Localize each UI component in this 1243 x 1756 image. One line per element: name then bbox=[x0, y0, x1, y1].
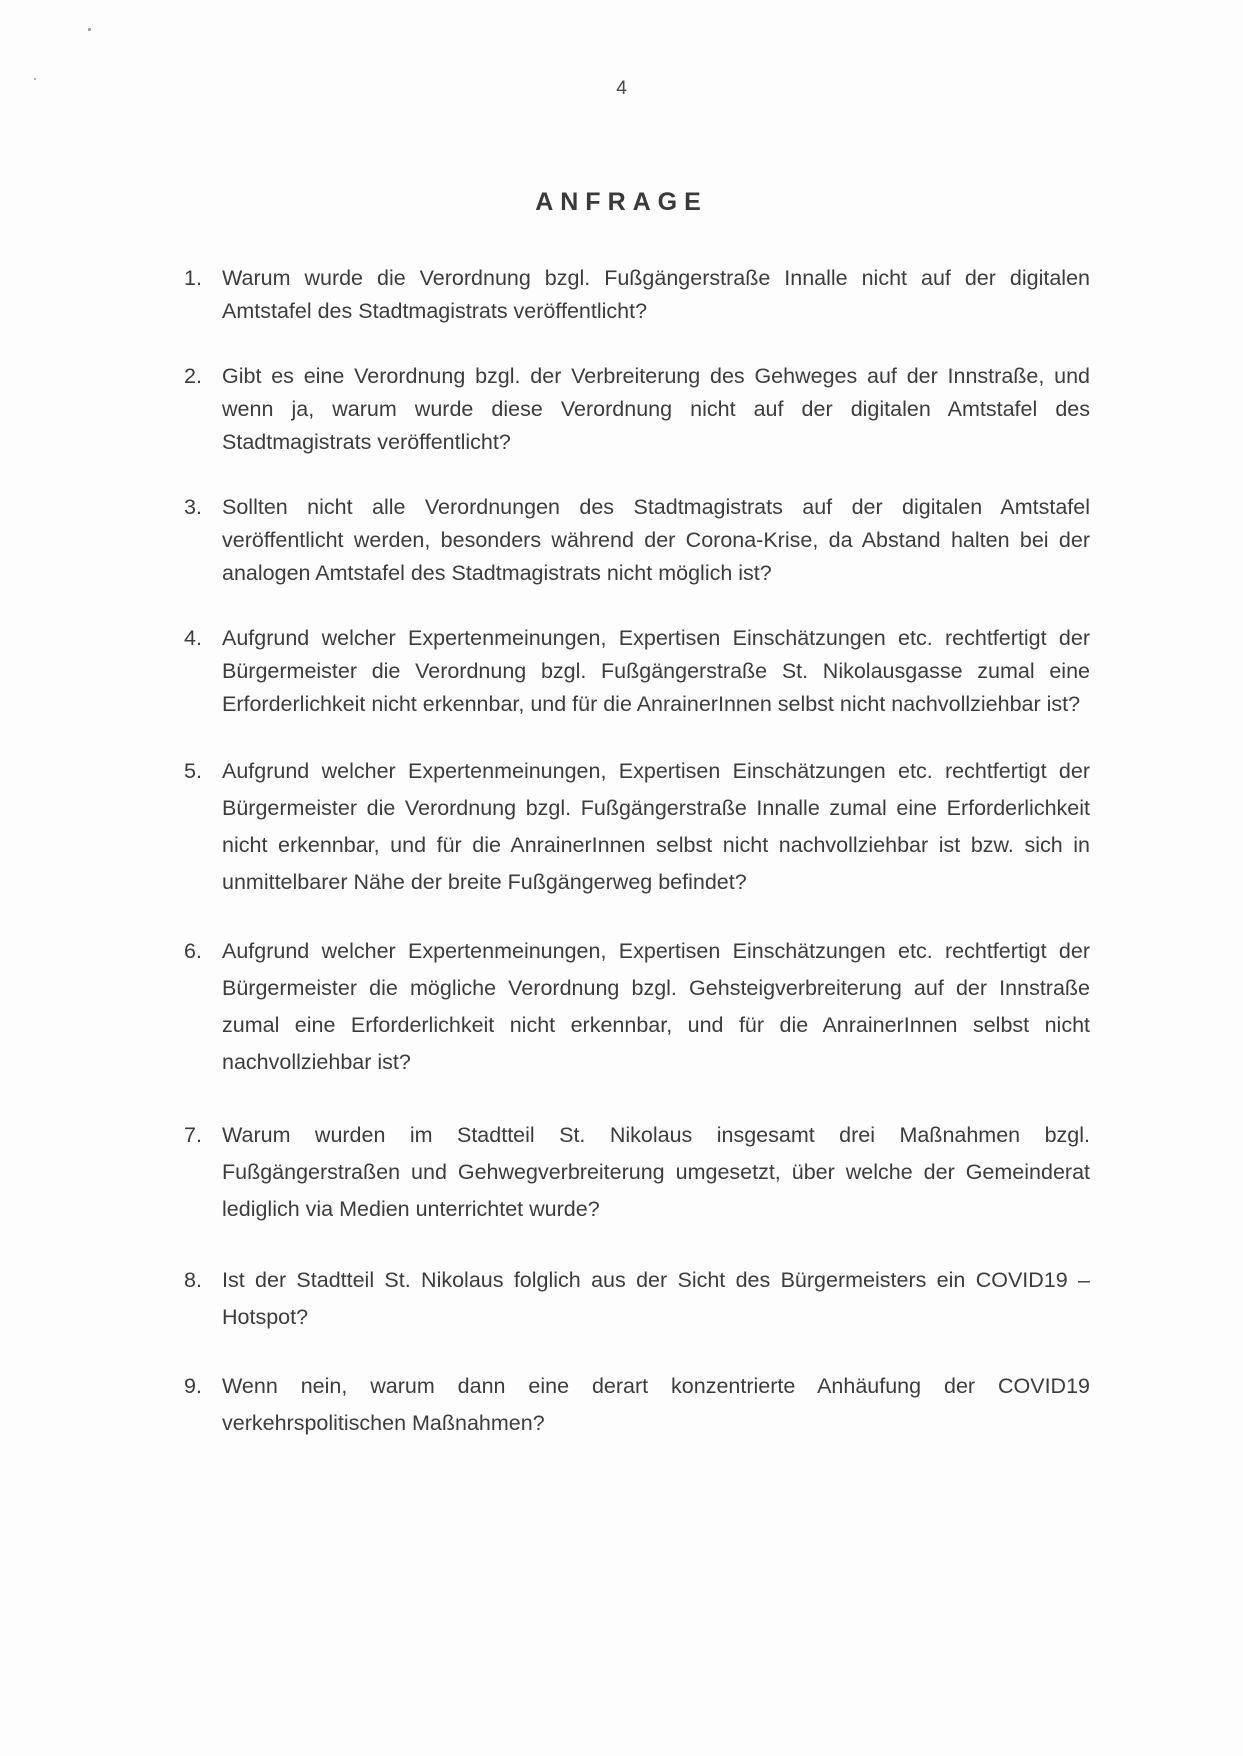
question-item bbox=[178, 1262, 1090, 1336]
question-item bbox=[178, 753, 1090, 901]
question-item bbox=[178, 622, 1090, 721]
question-list bbox=[178, 262, 1090, 1442]
question-number: 2. bbox=[184, 364, 202, 388]
question-number: 9. bbox=[184, 1374, 202, 1398]
question-number: 4. bbox=[184, 626, 202, 650]
question-text: Aufgrund welcher Expertenmeinungen, Expertisen Einschätzungen etc. rechtfertigt der Bürgermeister die Verordnung bzgl. Fußgängerstraße St. Nikolausgasse zumal eine Erforderlichkeit nicht erkennbar, und für die AnrainerInnen selbst nicht nachvollziehbar ist? bbox=[222, 626, 1090, 716]
question-text: Gibt es eine Verordnung bzgl. der Verbreiterung des Gehweges auf der Innstraße, und wenn ja, warum wurde diese Verordnung nicht auf der digitalen Amtstafel des Stadtmagistrats veröffentlicht? bbox=[222, 364, 1090, 454]
question-text: Aufgrund welcher Expertenmeinungen, Expertisen Einschätzungen etc. rechtfertigt der Bürgermeister die Verordnung bzgl. Fußgängerstraße Innalle zumal eine Erforderlichkeit nicht erkennbar, und für die AnrainerInnen selbst nicht nachvollziehbar ist bzw. sich in unmittelbarer Nähe der breite Fußgängerweg befindet? bbox=[222, 759, 1090, 894]
question-item bbox=[178, 360, 1090, 459]
question-item bbox=[178, 1117, 1090, 1228]
question-text: Ist der Stadtteil St. Nikolaus folglich aus der Sicht des Bürgermeisters ein COVID19 –Hotspot? bbox=[222, 1268, 1090, 1329]
question-number: 7. bbox=[184, 1123, 202, 1147]
question-number: 6. bbox=[184, 939, 202, 963]
question-item bbox=[178, 933, 1090, 1081]
question-number: 1. bbox=[184, 266, 202, 290]
question-text: Sollten nicht alle Verordnungen des Stadtmagistrats auf der digitalen Amtstafel veröffentlicht werden, besonders während der Corona-Krise, da Abstand halten bei der analogen Amtstafel des Stadtmagistrats nicht möglich ist? bbox=[222, 495, 1090, 585]
question-number: 5. bbox=[184, 759, 202, 783]
scan-speck bbox=[88, 28, 91, 31]
question-text: Wenn nein, warum dann eine derart konzentrierte Anhäufung der COVID19 verkehrspolitischen Maßnahmen? bbox=[222, 1374, 1090, 1435]
document-title: ANFRAGE bbox=[535, 188, 708, 216]
question-item bbox=[178, 1368, 1090, 1442]
question-item bbox=[178, 491, 1090, 590]
question-number: 8. bbox=[184, 1268, 202, 1292]
question-number: 3. bbox=[184, 495, 202, 519]
question-item bbox=[178, 262, 1090, 328]
question-text: Warum wurde die Verordnung bzgl. Fußgängerstraße Innalle nicht auf der digitalen Amtstafel des Stadtmagistrats veröffentlicht? bbox=[222, 266, 1090, 323]
question-text: Warum wurden im Stadtteil St. Nikolaus insgesamt drei Maßnahmen bzgl. Fußgängerstraßen und Gehwegverbreiterung umgesetzt, über welche der Gemeinderat lediglich via Medien unterrichtet wurde? bbox=[222, 1123, 1090, 1221]
page-number: 4 bbox=[616, 78, 627, 99]
question-text: Aufgrund welcher Expertenmeinungen, Expertisen Einschätzungen etc. rechtfertigt der Bürgermeister die mögliche Verordnung bzgl. Gehsteigverbreiterung auf der Innstraße zumal eine Erforderlichkeit nicht erkennbar, und für die AnrainerInnen selbst nicht nachvollziehbar ist? bbox=[222, 939, 1090, 1074]
